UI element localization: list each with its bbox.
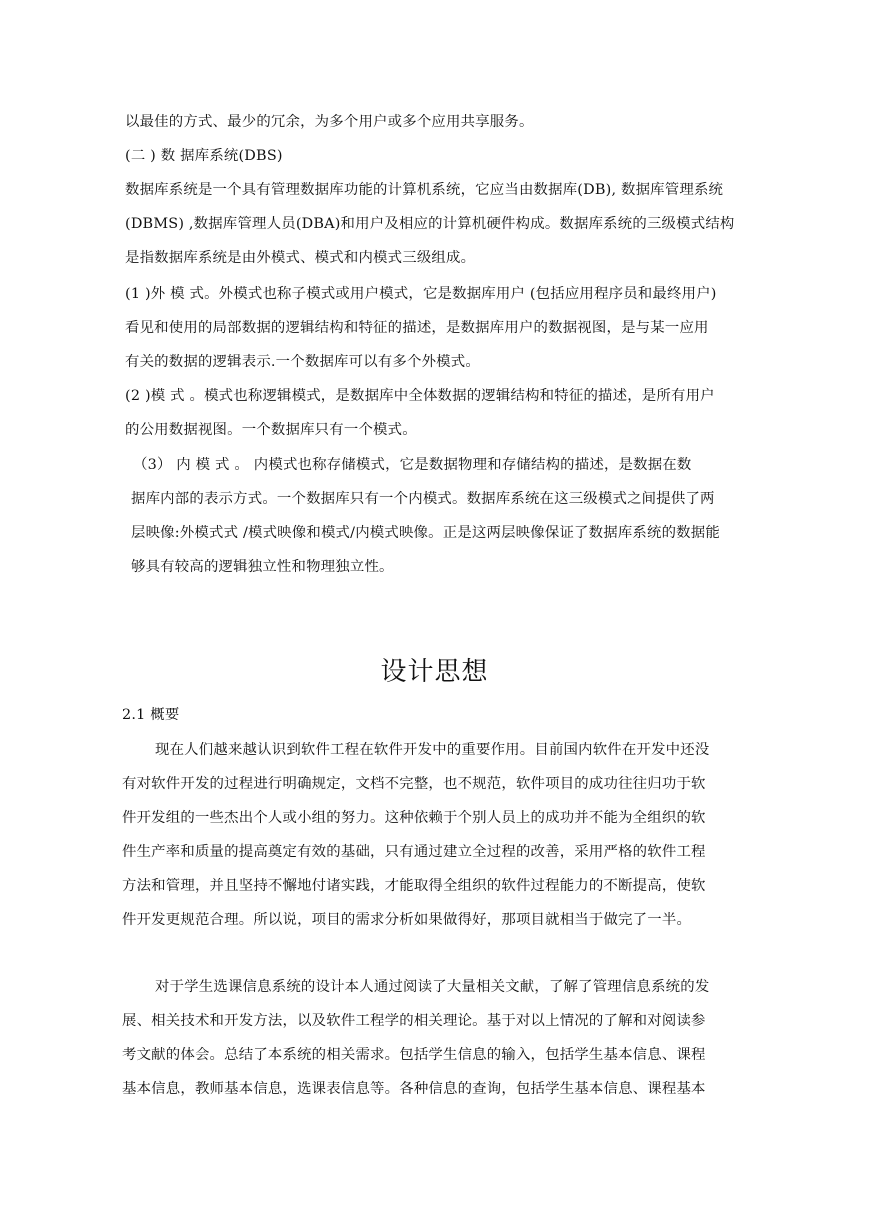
text-line: (1 )外 模 式。外模式也称子模式或用户模式，它是数据库用户 (包括应用程序员和最终用户) (125, 286, 717, 302)
text-line: (DBMS) ,数据库管理人员(DBA)和用户及相应的计算机硬件构成。数据库系统的三级模式结构 (125, 216, 735, 232)
text-line: 层映像:外模式式 /模式映像和模式/内模式映像。正是这两层映像保证了数据库系统的数据能 (131, 525, 720, 541)
text-line: 件开发更规范合理。所以说，项目的需求分析如果做得好，那项目就相当于做完了一半。 (122, 912, 692, 928)
text-line: 是指数据库系统是由外模式、模式和内模式三级组成。 (125, 250, 476, 266)
text-line: 展、相关技术和开发方法，以及软件工程学的相关理论。基于对以上情况的了解和对阅读参 (122, 1013, 706, 1029)
text-line: 件开发组的一些杰出个人或小组的努力。这种依赖于个别人员上的成功并不能为全组织的软 (122, 810, 706, 826)
text-line: 数据库系统是一个具有管理数据库功能的计算机系统，它应当由数据库(DB), 数据库管理系统 (125, 182, 724, 198)
subheading-overview: 2.1 概要 (122, 707, 180, 723)
subheading-dbs: (二 ) 数 据库系统(DBS) (125, 148, 283, 164)
text-line: 对于学生选课信息系统的设计本人通过阅读了大量相关文献，了解了管理信息系统的发 (155, 979, 710, 995)
text-line: 基本信息，教师基本信息，选课表信息等。各种信息的查询，包括学生基本信息、课程基本 (122, 1081, 706, 1097)
page-title: 设计思想 (380, 657, 489, 687)
text-line: 够具有较高的逻辑独立性和物理独立性。 (131, 559, 394, 575)
text-line: 据库内部的表示方式。一个数据库只有一个内模式。数据库系统在这三级模式之间提供了两 (131, 491, 715, 507)
text-line: 现在人们越来越认识到软件工程在软件开发中的重要作用。目前国内软件在开发中还没 (155, 742, 710, 758)
text-line: 有对软件开发的过程进行明确规定，文档不完整，也不规范，软件项目的成功往往归功于软 (122, 776, 706, 792)
text-line: 件生产率和质量的提高奠定有效的基础，只有通过建立全过程的改善，采用严格的软件工程 (122, 844, 706, 860)
text-line: 考文献的体会。总结了本系统的相关需求。包括学生信息的输入，包括学生基本信息、课程 (122, 1047, 706, 1063)
text-line: 有关的数据的逻辑表示.一个数据库可以有多个外模式。 (125, 354, 480, 370)
text-line: 以最佳的方式、最少的冗余，为多个用户或多个应用共享服务。 (125, 114, 534, 130)
text-line: 方法和管理，并且坚持不懈地付诸实践，才能取得全组织的软件过程能力的不断提高，使软 (122, 878, 706, 894)
text-line: (2 )模 式 。模式也称逻辑模式，是数据库中全体数据的逻辑结构和特征的描述，是所有用户 (125, 388, 715, 404)
text-line: 看见和使用的局部数据的逻辑结构和特征的描述，是数据库用户的数据视图，是与某一应用 (125, 320, 709, 336)
text-line: 的公用数据视图。一个数据库只有一个模式。 (125, 422, 417, 438)
text-line: （3） 内 模 式 。 内模式也称存储模式，它是数据物理和存储结构的描述，是数据在数 (133, 457, 692, 473)
